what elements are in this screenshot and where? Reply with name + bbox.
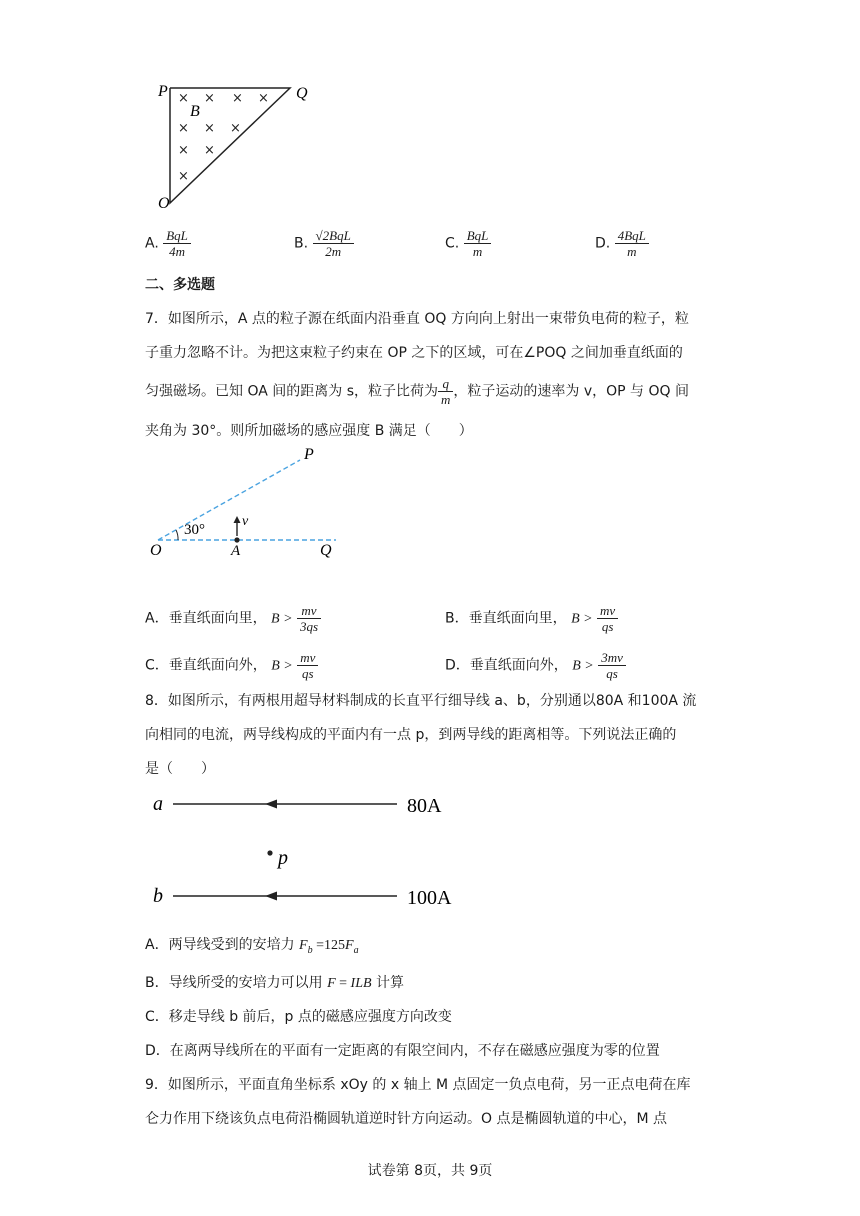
fraction: $\frac{\text{4BqL}}{m}$ xyxy=(615,228,649,259)
angle-figure xyxy=(140,444,360,562)
q7-line-4: 夹角为 30°。则所加磁场的感应强度 B 满足（ ） xyxy=(145,423,473,439)
label-P: P xyxy=(158,83,168,100)
label-p: p xyxy=(278,847,288,869)
cross-mark: × xyxy=(204,143,215,158)
option-letter: B. xyxy=(294,235,309,252)
fraction: $\frac{3mv}{qs}$ xyxy=(598,650,626,681)
q8-option-d: D．在离两导线所在的平面有一定距离的有限空间内，不存在磁感应强度为零的位置 xyxy=(145,1043,660,1059)
q7-line-3: 匀强磁场。已知 OA 间的距离为 s，粒子比荷为 $\frac{q}{m}$ ，粒子运动的速率为 v，OP 与 OQ 间 xyxy=(145,376,689,407)
angle-diagram xyxy=(140,444,360,562)
q7-option-c: C．垂直纸面向外， B > $\frac{mv}{qs}$ xyxy=(145,650,318,681)
cross-mark: × xyxy=(204,121,215,136)
triangle-figure xyxy=(150,78,320,213)
label-B: B xyxy=(190,103,200,120)
option-letter: D. xyxy=(595,235,611,252)
triangle-diagram xyxy=(150,78,320,213)
q7-line-1: 7．如图所示，A 点的粒子源在纸面内沿垂直 OQ 方向向上射出一束带负电荷的粒子，粒 xyxy=(145,311,689,327)
cross-mark: × xyxy=(178,169,189,184)
label-a: a xyxy=(153,793,163,815)
label-P: P xyxy=(304,446,314,463)
q8-option-c: C．移走导线 b 前后，p 点的磁感应强度方向改变 xyxy=(145,1009,452,1025)
cross-mark: × xyxy=(258,91,269,106)
q6-option-c xyxy=(445,228,491,259)
q7-line-2: 子重力忽略不计。为把这束粒子约束在 OP 之下的区域，可在∠POQ 之间加垂直纸面的 xyxy=(145,345,683,361)
wires-figure xyxy=(145,786,475,916)
label-O: O xyxy=(150,542,162,559)
q7-option-b: B．垂直纸面向里， B > $\frac{mv}{qs}$ xyxy=(445,603,618,634)
q8-line-3: 是（ ） xyxy=(145,761,215,777)
cross-mark: × xyxy=(232,91,243,106)
cross-mark: × xyxy=(204,91,215,106)
cross-mark: × xyxy=(178,91,189,106)
cross-mark: × xyxy=(178,143,189,158)
label-Q: Q xyxy=(320,542,332,559)
cross-mark: × xyxy=(230,121,241,136)
q8-line-1: 8．如图所示，有两根用超导材料制成的长直平行细导线 a、b，分别通以80A 和100A 流 xyxy=(145,693,697,709)
q8-line-2: 向相同的电流，两导线构成的平面内有一点 p，到两导线的距离相等。下列说法正确的 xyxy=(145,727,677,743)
option-letter: C. xyxy=(445,235,460,252)
current-b: 100A xyxy=(407,887,452,909)
option-letter: A. xyxy=(145,235,159,252)
label-Q: Q xyxy=(296,85,308,102)
q9-line-2: 仑力作用下绕该负点电荷沿椭圆轨道逆时针方向运动。O 点是椭圆轨道的中心，M 点 xyxy=(145,1111,667,1127)
angle-label: 30° xyxy=(184,522,205,538)
q6-option-d xyxy=(595,228,649,259)
fraction: $\frac{mv}{qs}$ xyxy=(597,603,618,634)
q9-line-1: 9．如图所示，平面直角坐标系 xOy 的 x 轴上 M 点固定一负点电荷，另一正点电荷在库 xyxy=(145,1077,691,1093)
q7-option-a: A．垂直纸面向里， B > $\frac{mv}{3qs}$ xyxy=(145,603,321,634)
fraction: $\frac{mv}{qs}$ xyxy=(297,650,318,681)
q6-option-b xyxy=(294,228,354,259)
fraction: $\frac{mv}{3qs}$ xyxy=(297,603,321,634)
label-v: v xyxy=(242,514,249,529)
wires-diagram xyxy=(145,786,475,916)
q6-option-a xyxy=(145,228,191,259)
q8-option-a: A．两导线受到的安培力 $F_b =125F_a$ xyxy=(145,937,359,956)
label-b: b xyxy=(153,885,163,907)
cross-mark: × xyxy=(178,121,189,136)
current-a: 80A xyxy=(407,795,442,817)
label-O: O xyxy=(158,195,170,212)
fraction: $\frac{\text{BqL}}{4m}$ xyxy=(163,228,191,259)
label-A: A xyxy=(231,543,241,559)
section-title: 二、多选题 xyxy=(145,277,215,293)
q7-option-d: D．垂直纸面向外， B > $\frac{3mv}{qs}$ xyxy=(445,650,626,681)
fraction: $\frac{\text{√2BqL}}{2m}$ xyxy=(313,228,354,259)
fraction: $\frac{\text{BqL}}{m}$ xyxy=(464,228,492,259)
page-footer: 试卷第 8页，共 9页 xyxy=(367,1163,493,1179)
q8-option-b: B．导线所受的安培力可以用 F = ILB 计算 xyxy=(145,975,404,991)
fraction: $\frac{q}{m}$ xyxy=(438,376,453,407)
